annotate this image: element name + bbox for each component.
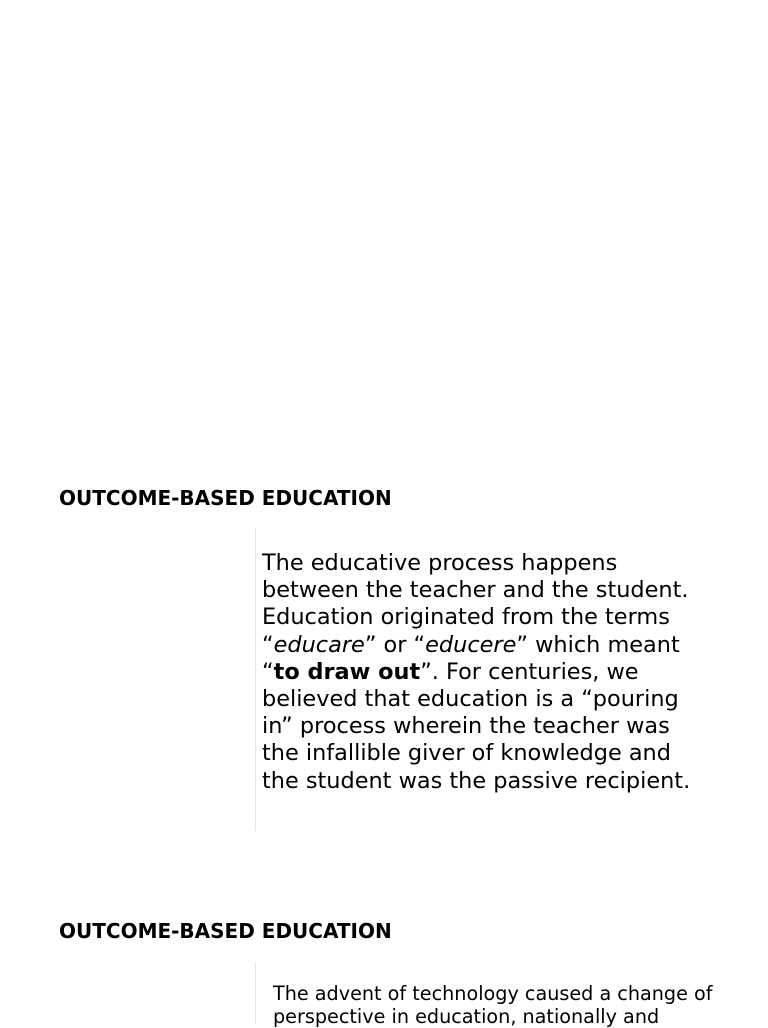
paragraph-line: The advent of technology caused a change of bbox=[273, 982, 713, 1005]
paragraph-line: between the teacher and the student. bbox=[262, 577, 689, 604]
paragraph-line bbox=[262, 632, 722, 659]
vertical-divider bbox=[255, 962, 256, 1024]
paragraph-line bbox=[262, 659, 722, 686]
term-educare: educare bbox=[273, 631, 365, 658]
slide-title: OUTCOME-BASED EDUCATION bbox=[59, 486, 392, 510]
paragraph-line: the infallible giver of knowledge and bbox=[262, 740, 671, 767]
vertical-divider bbox=[255, 528, 256, 831]
slide-title: OUTCOME-BASED EDUCATION bbox=[59, 919, 392, 943]
emphasis-to-draw-out: to draw out bbox=[273, 658, 421, 685]
term-educere: educere bbox=[425, 631, 517, 658]
text-run: ” or “ bbox=[364, 631, 426, 658]
open-quote: “ bbox=[262, 658, 274, 685]
text-run: ”. For centuries, we bbox=[420, 658, 639, 685]
body-paragraph bbox=[273, 982, 743, 1028]
paragraph-line: in” process wherein the teacher was bbox=[262, 713, 670, 740]
open-quote: “ bbox=[262, 631, 274, 658]
paragraph-line: perspective in education, nationally and bbox=[273, 1005, 660, 1028]
body-paragraph bbox=[262, 550, 722, 795]
text-run: ” which meant bbox=[516, 631, 680, 658]
paragraph-line: Education originated from the terms bbox=[262, 604, 670, 631]
paragraph-line: the student was the passive recipient. bbox=[262, 767, 691, 794]
paragraph-line: The educative process happens bbox=[262, 550, 618, 576]
paragraph-line: believed that education is a “pouring bbox=[262, 686, 679, 713]
